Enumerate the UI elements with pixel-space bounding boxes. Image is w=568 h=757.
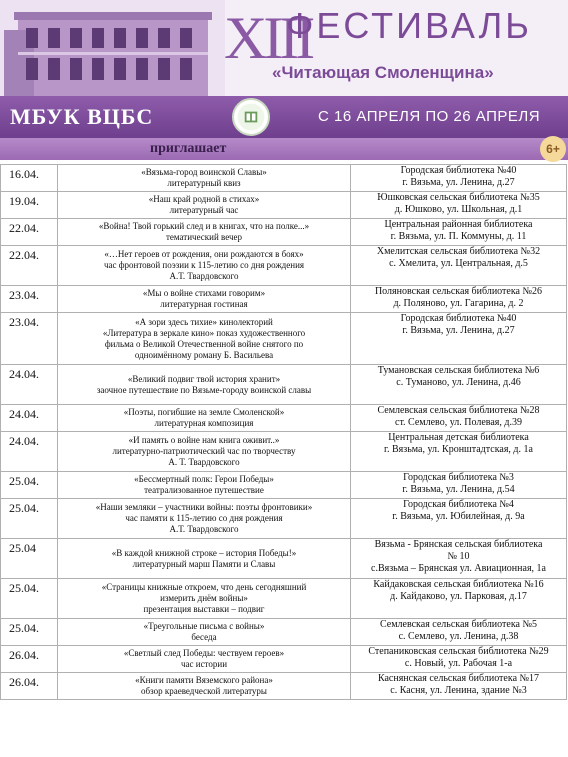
event-description — [58, 286, 351, 313]
event-date — [1, 432, 58, 472]
invite-label: приглашает — [150, 141, 227, 156]
library-name: Хмелитская сельская библиотека №32 — [376, 246, 541, 257]
event-detail: час памяти к 115-летию со дня рождения — [125, 513, 283, 523]
event-date-text: 24.04. — [9, 434, 39, 448]
library-building-image — [0, 0, 225, 96]
event-description — [58, 432, 351, 472]
age-rating-badge: 6+ — [540, 136, 566, 162]
event-location — [351, 539, 567, 579]
festival-edition-number: XIII — [224, 5, 312, 71]
event-detail: литературная композиция — [154, 418, 254, 428]
event-date-text: 23.04. — [9, 315, 39, 329]
event-date — [1, 219, 58, 246]
event-detail: литературный час — [169, 205, 239, 215]
organizer-logo-icon — [232, 98, 270, 136]
event-location — [351, 472, 567, 499]
event-detail: театрализованное путешествие — [144, 485, 264, 495]
event-date — [1, 313, 58, 365]
event-date-text: 25.04 — [9, 541, 36, 555]
event-detail: заочное путешествие по Вязьме-городу воинской славы — [96, 384, 312, 395]
event-detail: «Литература в зеркале кино» показ художественного — [102, 327, 306, 338]
event-row — [1, 219, 567, 246]
event-date-text: 25.04. — [9, 621, 39, 635]
event-date-text: 24.04. — [9, 367, 39, 381]
library-address: ст. Семлево, ул. Полевая, д.39 — [395, 417, 522, 428]
festival-subtitle: «Читающая Смоленщина» — [272, 63, 494, 82]
event-detail: литературный квиз — [167, 178, 241, 188]
library-address: с.Вязьма – Брянская ул. Авиационная, 1а — [371, 563, 546, 574]
event-detail: час фронтовой поэзии к 115-летию со дня рождения — [103, 260, 305, 270]
event-title: «И память о войне нам книга оживит..» — [128, 435, 280, 445]
event-title: «Поэты, погибшие на земле Смоленской» — [123, 407, 285, 417]
event-row — [1, 405, 567, 432]
library-address: г. Вязьма, ул. Ленина, д.54 — [402, 484, 515, 495]
event-location — [351, 405, 567, 432]
library-address: г. Вязьма, ул. Ленина, д.27 — [402, 177, 515, 188]
event-title: «Книги памяти Вяземского района» — [135, 675, 273, 685]
event-row — [1, 192, 567, 219]
invite-bar — [0, 138, 568, 160]
library-address: с. Семлево, ул. Ленина, д.38 — [398, 631, 519, 642]
library-address: д. Поляново, ул. Гагарина, д. 2 — [393, 298, 524, 309]
library-name: Семлевская сельская библиотека №28 — [377, 405, 540, 416]
event-date — [1, 673, 58, 700]
event-detail: литературно-патриотический час по творчеству — [112, 446, 296, 456]
event-location — [351, 673, 567, 700]
event-date-text: 26.04. — [9, 648, 39, 662]
library-name: Кайдаковская сельская библиотека №16 — [373, 579, 544, 590]
library-address: с. Туманово, ул. Ленина, д.46 — [396, 377, 521, 388]
event-location — [351, 313, 567, 365]
event-title: «Вязьма-город воинской Славы» — [141, 167, 267, 177]
event-detail: тематический вечер — [165, 232, 243, 242]
event-date-text: 25.04. — [9, 581, 39, 595]
event-detail: обзор краеведческой литературы — [141, 686, 267, 696]
library-address: с. Хмелита, ул. Центральная, д.5 — [389, 258, 528, 269]
event-date — [1, 165, 58, 192]
event-title: «Наши земляки – участники войны: поэты фронтовики» — [95, 502, 313, 512]
library-address: г. Вязьма, ул. Ленина, д.27 — [402, 325, 515, 336]
event-date-text: 24.04. — [9, 407, 39, 421]
event-date-text: 25.04. — [9, 501, 39, 515]
event-row — [1, 365, 567, 405]
event-location — [351, 165, 567, 192]
event-date — [1, 286, 58, 313]
event-date — [1, 579, 58, 619]
event-description — [58, 365, 351, 405]
event-title: «Бессмертный полк: Герои Победы» — [134, 474, 274, 484]
event-date-text: 19.04. — [9, 194, 39, 208]
event-detail: презентация выставки – подвиг — [143, 604, 265, 614]
event-detail: беседа — [191, 632, 217, 642]
library-name: Семлевская сельская библиотека №5 — [379, 619, 538, 630]
event-title: «Треугольные письма с войны» — [143, 621, 265, 631]
event-description — [58, 619, 351, 646]
event-row — [1, 286, 567, 313]
event-title: «…Нет героев от рождения, они рождаются в боях» — [104, 249, 304, 259]
event-location — [351, 219, 567, 246]
event-row — [1, 646, 567, 673]
event-row — [1, 539, 567, 579]
event-row — [1, 313, 567, 365]
event-title: «Мы о войне стихами говорим» — [142, 288, 266, 298]
event-location — [351, 432, 567, 472]
event-date — [1, 499, 58, 539]
library-address: д. Юшково, ул. Школьная, д.1 — [394, 204, 523, 215]
event-detail: А.Т. Твардовского — [169, 524, 239, 534]
event-location — [351, 365, 567, 405]
event-row — [1, 432, 567, 472]
event-description — [58, 192, 351, 219]
organizer-name: МБУК ВЦБС — [10, 104, 154, 129]
event-row — [1, 499, 567, 539]
event-row — [1, 246, 567, 286]
event-title: «Наш край родной в стихах» — [148, 194, 260, 204]
library-address: г. Вязьма, ул. П. Коммуны, д. 11 — [390, 231, 527, 242]
library-name: Городская библиотека №40 — [400, 313, 517, 324]
event-detail: литературный марш Памяти и Славы — [132, 558, 276, 569]
event-description — [58, 499, 351, 539]
event-date — [1, 646, 58, 673]
event-location — [351, 246, 567, 286]
library-name: Поляновская сельская библиотека №26 — [374, 286, 543, 297]
event-date-text: 22.04. — [9, 248, 39, 262]
library-name: Каснянская сельская библиотека №17 — [377, 673, 540, 684]
event-date — [1, 405, 58, 432]
event-location — [351, 499, 567, 539]
event-location — [351, 619, 567, 646]
event-detail: литературная гостиная — [160, 299, 248, 309]
event-row — [1, 619, 567, 646]
event-title: «Великий подвиг твой история хранит» — [127, 373, 281, 384]
event-title: «А зори здесь тихие» кинолекторий — [135, 316, 273, 327]
event-description — [58, 539, 351, 579]
library-name: Центральная районная библиотека — [384, 219, 533, 230]
library-name: Тумановская сельская библиотека №6 — [377, 365, 540, 376]
event-date — [1, 246, 58, 286]
event-row — [1, 472, 567, 499]
event-detail: А. Т. Твардовского — [168, 457, 240, 467]
event-title: «Страницы книжные откроем, что день сегодняшний — [101, 582, 307, 592]
event-detail: измерить днём войны» — [160, 593, 248, 603]
event-date-text: 23.04. — [9, 288, 39, 302]
library-address: № 10 — [447, 551, 470, 562]
header-banner — [0, 0, 568, 96]
event-location — [351, 286, 567, 313]
library-name: Центральная детская библиотека — [388, 432, 529, 443]
event-detail: А.Т. Твардовского — [169, 271, 239, 281]
library-name: Степаниковская сельская библиотека №29 — [368, 646, 549, 657]
event-description — [58, 673, 351, 700]
event-title: «В каждой книжной строке – история Победы!» — [111, 547, 297, 558]
library-name: Вязьма - Брянская сельская библиотека — [374, 539, 543, 550]
event-row — [1, 579, 567, 619]
event-description — [58, 219, 351, 246]
event-detail: час истории — [180, 659, 228, 669]
event-description — [58, 313, 351, 365]
library-address: г. Вязьма, ул. Кронштадтская, д. 1а — [384, 444, 533, 455]
library-name: Городская библиотека №4 — [403, 499, 514, 510]
event-description — [58, 165, 351, 192]
event-location — [351, 192, 567, 219]
event-description — [58, 246, 351, 286]
library-address: д. Кайдаково, ул. Парковая, д.17 — [390, 591, 527, 602]
library-name: Городская библиотека №3 — [403, 472, 514, 483]
event-row — [1, 165, 567, 192]
event-description — [58, 405, 351, 432]
library-address: г. Вязьма, ул. Юбилейная, д. 9а — [392, 511, 525, 522]
library-address: с. Касня, ул. Ленина, здание №3 — [390, 685, 527, 696]
event-title: «Война! Твой горький след и в книгах, что на полке...» — [98, 221, 310, 231]
event-description — [58, 646, 351, 673]
event-date — [1, 472, 58, 499]
event-date-text: 25.04. — [9, 474, 39, 488]
festival-dates: С 16 АПРЕЛЯ ПО 26 АПРЕЛЯ — [318, 108, 541, 125]
event-date-text: 26.04. — [9, 675, 39, 689]
event-date — [1, 365, 58, 405]
library-address: с. Новый, ул. Рабочая 1-а — [404, 658, 513, 669]
festival-title: ФЕСТИВАЛЬ — [286, 5, 532, 46]
event-description — [58, 579, 351, 619]
event-date-text: 16.04. — [9, 167, 39, 181]
event-date — [1, 192, 58, 219]
event-date — [1, 619, 58, 646]
event-date-text: 22.04. — [9, 221, 39, 235]
event-location — [351, 579, 567, 619]
event-title: «Светлый след Победы: чествуем героев» — [123, 648, 285, 658]
event-location — [351, 646, 567, 673]
event-date — [1, 539, 58, 579]
event-description — [58, 472, 351, 499]
library-name: Юшковская сельская библиотека №35 — [377, 192, 540, 203]
event-row — [1, 673, 567, 700]
event-detail: одноимённому роману Б. Васильева — [134, 349, 274, 360]
library-name: Городская библиотека №40 — [400, 165, 517, 176]
event-detail: фильма о Великой Отечественной войне снятого по — [104, 338, 304, 349]
events-table — [0, 164, 567, 700]
